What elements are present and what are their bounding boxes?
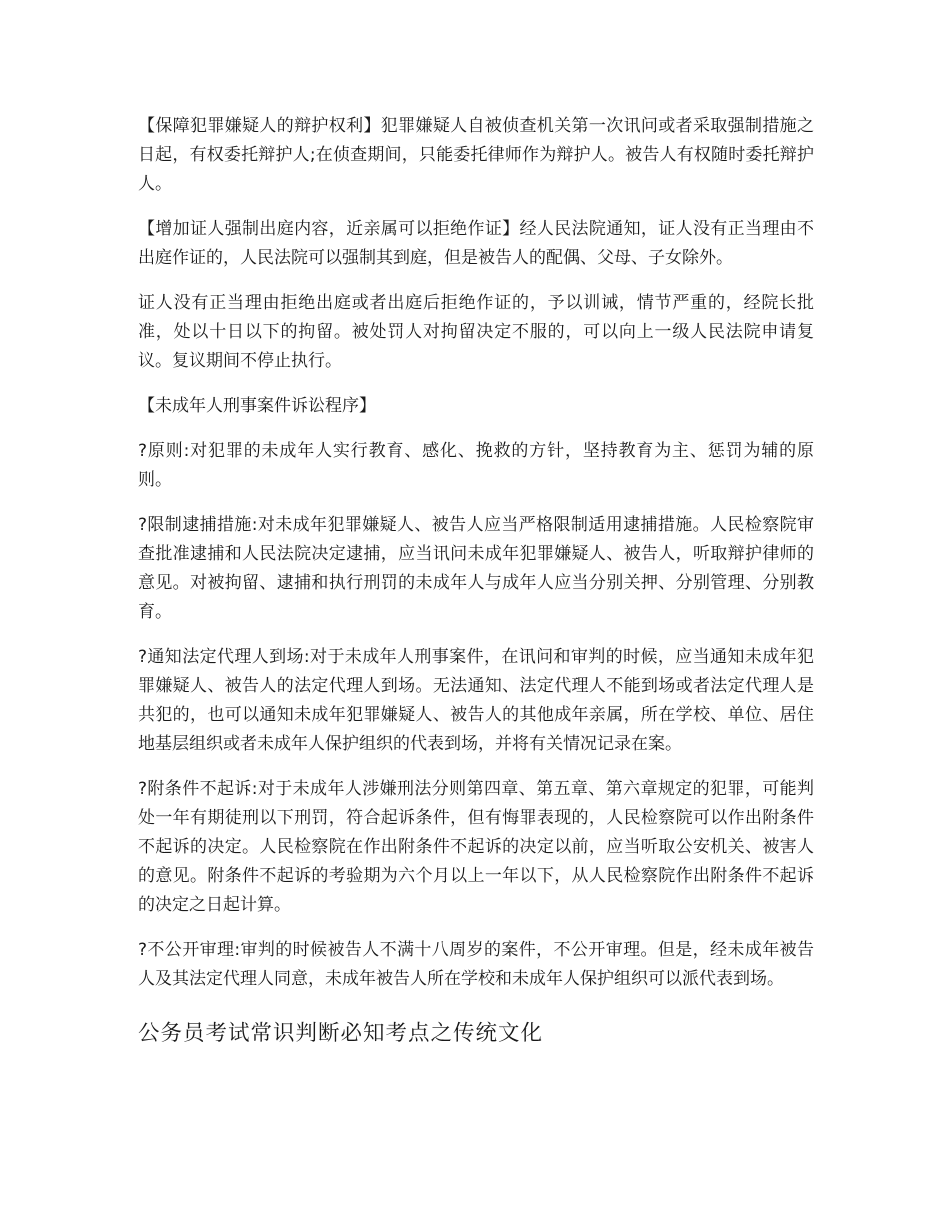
document-page — [138, 112, 814, 1050]
paragraph-conditional-non-prosecution: ?附条件不起诉:对于未成年人涉嫌刑法分则第四章、第五章、第六章规定的犯罪，可能判处一年有期徒刑以下刑罚，符合起诉条件，但有悔罪表现的，人民检察院可以作出附条件不起诉的决定。人民检察院在作出附条件不起诉的决定以前，应当听取公安机关、被害人的意见。附条件不起诉的考验期为六个月以上一年以下，从人民检察院作出附条件不起诉的决定之日起计算。 — [138, 779, 814, 915]
paragraph-arrest-limits: ?限制逮捕措施:对未成年犯罪嫌疑人、被告人应当严格限制适用逮捕措施。人民检察院审查批准逮捕和人民法院决定逮捕，应当讯问未成年犯罪嫌疑人、被告人，听取辩护律师的意见。对被拘留、逮捕和执行刑罚的未成年人与成年人应当分别关押、分别管理、分别教育。 — [138, 515, 814, 622]
paragraph-witness-penalty: 证人没有正当理由拒绝出庭或者出庭后拒绝作证的，予以训诫，情节严重的，经院长批准，处以十日以下的拘留。被处罚人对拘留决定不服的，可以向上一级人民法院申请复议。复议期间不停止执行。 — [138, 293, 814, 371]
paragraph-guardian-notice: ?通知法定代理人到场:对于未成年人刑事案件，在讯问和审判的时候，应当通知未成年犯罪嫌疑人、被告人的法定代理人到场。无法通知、法定代理人不能到场或者法定代理人是共犯的，也可以通知未成年犯罪嫌疑人、被告人的其他成年亲属，所在学校、单位、居住地基层组织或者未成年人保护组织的代表到场，并将有关情况记录在案。 — [138, 647, 814, 754]
paragraph-principle: ?原则:对犯罪的未成年人实行教育、感化、挽救的方针，坚持教育为主、惩罚为辅的原则。 — [138, 441, 814, 490]
paragraph-minor-procedure-title: 【未成年人刑事案件诉讼程序】 — [138, 396, 376, 416]
paragraph-witness-appearance: 【增加证人强制出庭内容，近亲属可以拒绝作证】经人民法院通知，证人没有正当理由不出庭作证的，人民法院可以强制其到庭，但是被告人的配偶、父母、子女除外。 — [138, 219, 814, 268]
paragraph-closed-trial: ?不公开审理:审判的时候被告人不满十八周岁的案件，不公开审理。但是，经未成年被告人及其法定代理人同意，未成年被告人所在学校和未成年人保护组织可以派代表到场。 — [138, 940, 814, 989]
paragraph-defense-rights: 【保障犯罪嫌疑人的辩护权利】犯罪嫌疑人自被侦查机关第一次讯问或者采取强制措施之日起，有权委托辩护人;在侦查期间，只能委托律师作为辩护人。被告人有权随时委托辩护人。 — [138, 116, 814, 194]
section-heading: 公务员考试常识判断必知考点之传统文化 — [138, 1021, 544, 1046]
